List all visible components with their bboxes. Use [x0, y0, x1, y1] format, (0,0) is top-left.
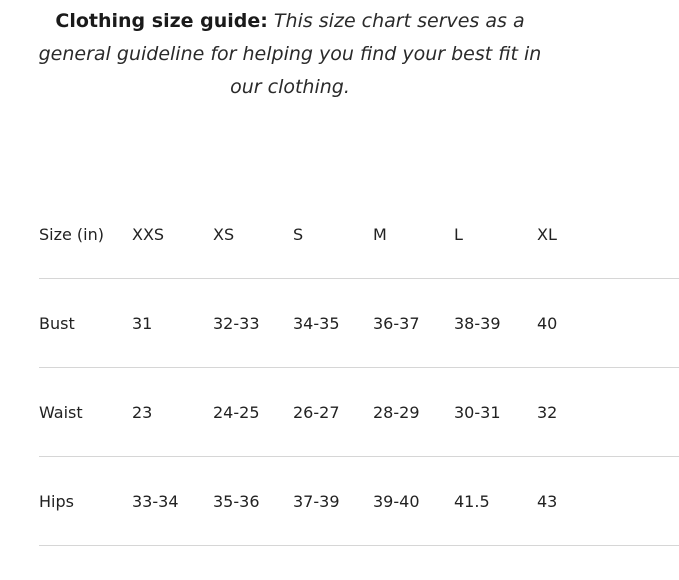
table-cell: 33-34 — [132, 457, 213, 546]
size-guide-title: Clothing size guide: — [55, 10, 268, 32]
table-cell: 32 — [537, 368, 679, 457]
table-cell: 36-37 — [373, 279, 454, 368]
size-guide-description: This size chart serves as a general guideline for helping you find your best fit in our clothing. — [38, 10, 542, 98]
header-size-xxs: XXS — [132, 190, 213, 279]
header-size-l: L — [454, 190, 537, 279]
table-cell: 23 — [132, 368, 213, 457]
table-cell: 43 — [537, 457, 679, 546]
table-cell: 31 — [132, 279, 213, 368]
header-size-xl: XL — [537, 190, 679, 279]
table-cell: 34-35 — [293, 279, 373, 368]
table-row — [39, 457, 679, 546]
table-cell: 28-29 — [373, 368, 454, 457]
size-guide-intro — [30, 5, 550, 104]
row-label-hips: Hips — [39, 457, 132, 546]
table-row — [39, 368, 679, 457]
table-cell: 39-40 — [373, 457, 454, 546]
row-label-waist: Waist — [39, 368, 132, 457]
table-cell: 32-33 — [213, 279, 293, 368]
table-cell: 41.5 — [454, 457, 537, 546]
header-size-label: Size (in) — [39, 190, 132, 279]
table-row — [39, 279, 679, 368]
table-header-row — [39, 190, 679, 279]
table-cell: 30-31 — [454, 368, 537, 457]
size-table — [39, 190, 679, 546]
table-cell: 38-39 — [454, 279, 537, 368]
size-table-scroll-area[interactable] — [39, 190, 558, 580]
table-cell: 35-36 — [213, 457, 293, 546]
table-cell: 26-27 — [293, 368, 373, 457]
table-cell: 40 — [537, 279, 679, 368]
row-label-bust: Bust — [39, 279, 132, 368]
header-size-m: M — [373, 190, 454, 279]
header-size-xs: XS — [213, 190, 293, 279]
header-size-s: S — [293, 190, 373, 279]
table-cell: 37-39 — [293, 457, 373, 546]
table-cell: 24-25 — [213, 368, 293, 457]
